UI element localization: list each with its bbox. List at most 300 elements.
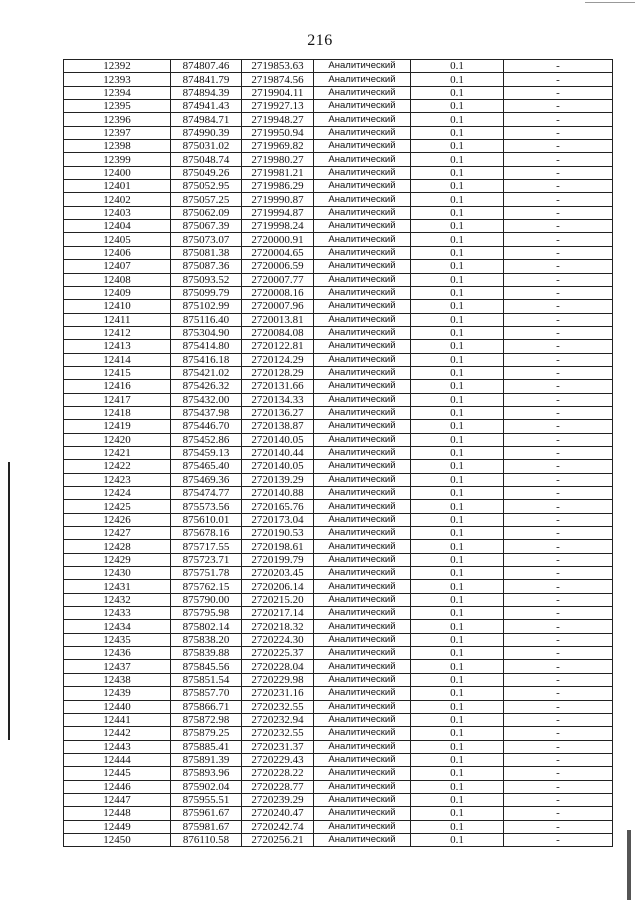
accuracy-cell: 0.1 [411, 633, 504, 646]
accuracy-cell: 0.1 [411, 180, 504, 193]
y-coordinate-cell: 2720140.88 [242, 487, 314, 500]
table-row [64, 633, 613, 646]
point-number-cell: 12444 [64, 753, 171, 766]
point-number-cell: 12446 [64, 780, 171, 793]
note-cell: - [504, 767, 613, 780]
method-cell: Аналитический [314, 460, 411, 473]
y-coordinate-cell: 2720138.87 [242, 420, 314, 433]
table-row [64, 380, 613, 393]
accuracy-cell: 0.1 [411, 620, 504, 633]
method-cell: Аналитический [314, 366, 411, 379]
method-cell: Аналитический [314, 246, 411, 259]
table-row [64, 446, 613, 459]
point-number-cell: 12412 [64, 326, 171, 339]
method-cell: Аналитический [314, 620, 411, 633]
x-coordinate-cell: 875446.70 [171, 420, 242, 433]
accuracy-cell: 0.1 [411, 60, 504, 73]
x-coordinate-cell: 875879.25 [171, 727, 242, 740]
method-cell: Аналитический [314, 740, 411, 753]
point-number-cell: 12423 [64, 473, 171, 486]
y-coordinate-cell: 2720240.47 [242, 807, 314, 820]
table-row [64, 406, 613, 419]
point-number-cell: 12439 [64, 687, 171, 700]
x-coordinate-cell: 875790.00 [171, 593, 242, 606]
accuracy-cell: 0.1 [411, 193, 504, 206]
accuracy-cell: 0.1 [411, 807, 504, 820]
x-coordinate-cell: 875304.90 [171, 326, 242, 339]
accuracy-cell: 0.1 [411, 366, 504, 379]
point-number-cell: 12449 [64, 820, 171, 833]
method-cell: Аналитический [314, 727, 411, 740]
accuracy-cell: 0.1 [411, 767, 504, 780]
table-row [64, 73, 613, 86]
accuracy-cell: 0.1 [411, 73, 504, 86]
note-cell: - [504, 580, 613, 593]
method-cell: Аналитический [314, 273, 411, 286]
note-cell: - [504, 126, 613, 139]
point-number-cell: 12395 [64, 100, 171, 113]
y-coordinate-cell: 2720006.59 [242, 260, 314, 273]
note-cell: - [504, 513, 613, 526]
point-number-cell: 12425 [64, 500, 171, 513]
point-number-cell: 12433 [64, 607, 171, 620]
coordinates-table [63, 59, 613, 847]
accuracy-cell: 0.1 [411, 753, 504, 766]
method-cell: Аналитический [314, 793, 411, 806]
y-coordinate-cell: 2720198.61 [242, 540, 314, 553]
point-number-cell: 12441 [64, 713, 171, 726]
note-cell: - [504, 660, 613, 673]
point-number-cell: 12392 [64, 60, 171, 73]
point-number-cell: 12445 [64, 767, 171, 780]
x-coordinate-cell: 875049.26 [171, 166, 242, 179]
method-cell: Аналитический [314, 660, 411, 673]
note-cell: - [504, 246, 613, 259]
table-row [64, 620, 613, 633]
accuracy-cell: 0.1 [411, 713, 504, 726]
table-row [64, 206, 613, 219]
y-coordinate-cell: 2720140.05 [242, 460, 314, 473]
y-coordinate-cell: 2720206.14 [242, 580, 314, 593]
table-row [64, 220, 613, 233]
point-number-cell: 12420 [64, 433, 171, 446]
x-coordinate-cell: 875838.20 [171, 633, 242, 646]
table-row [64, 273, 613, 286]
y-coordinate-cell: 2720004.65 [242, 246, 314, 259]
table-row [64, 767, 613, 780]
point-number-cell: 12411 [64, 313, 171, 326]
note-cell: - [504, 620, 613, 633]
x-coordinate-cell: 875678.16 [171, 527, 242, 540]
y-coordinate-cell: 2719980.27 [242, 153, 314, 166]
y-coordinate-cell: 2720139.29 [242, 473, 314, 486]
y-coordinate-cell: 2720165.76 [242, 500, 314, 513]
method-cell: Аналитический [314, 500, 411, 513]
table-row [64, 326, 613, 339]
x-coordinate-cell: 875087.36 [171, 260, 242, 273]
table-row [64, 166, 613, 179]
point-number-cell: 12436 [64, 647, 171, 660]
point-number-cell: 12418 [64, 406, 171, 419]
point-number-cell: 12417 [64, 393, 171, 406]
note-cell: - [504, 487, 613, 500]
scan-margin-bar [8, 462, 10, 740]
y-coordinate-cell: 2719998.24 [242, 220, 314, 233]
y-coordinate-cell: 2720140.05 [242, 433, 314, 446]
table-row [64, 60, 613, 73]
x-coordinate-cell: 875437.98 [171, 406, 242, 419]
point-number-cell: 12440 [64, 700, 171, 713]
method-cell: Аналитический [314, 553, 411, 566]
point-number-cell: 12426 [64, 513, 171, 526]
coordinates-table-container [63, 59, 612, 847]
note-cell: - [504, 473, 613, 486]
point-number-cell: 12400 [64, 166, 171, 179]
accuracy-cell: 0.1 [411, 113, 504, 126]
y-coordinate-cell: 2720256.21 [242, 833, 314, 846]
table-row [64, 286, 613, 299]
note-cell: - [504, 553, 613, 566]
x-coordinate-cell: 875116.40 [171, 313, 242, 326]
x-coordinate-cell: 875866.71 [171, 700, 242, 713]
x-coordinate-cell: 875723.71 [171, 553, 242, 566]
table-row [64, 487, 613, 500]
point-number-cell: 12421 [64, 446, 171, 459]
table-row [64, 126, 613, 139]
note-cell: - [504, 540, 613, 553]
accuracy-cell: 0.1 [411, 793, 504, 806]
x-coordinate-cell: 875762.15 [171, 580, 242, 593]
method-cell: Аналитический [314, 220, 411, 233]
accuracy-cell: 0.1 [411, 233, 504, 246]
point-number-cell: 12427 [64, 527, 171, 540]
note-cell: - [504, 807, 613, 820]
y-coordinate-cell: 2720225.37 [242, 647, 314, 660]
note-cell: - [504, 446, 613, 459]
method-cell: Аналитический [314, 233, 411, 246]
x-coordinate-cell: 875902.04 [171, 780, 242, 793]
method-cell: Аналитический [314, 380, 411, 393]
note-cell: - [504, 233, 613, 246]
x-coordinate-cell: 874941.43 [171, 100, 242, 113]
accuracy-cell: 0.1 [411, 660, 504, 673]
table-row [64, 353, 613, 366]
y-coordinate-cell: 2720124.29 [242, 353, 314, 366]
method-cell: Аналитический [314, 206, 411, 219]
table-row [64, 393, 613, 406]
note-cell: - [504, 687, 613, 700]
y-coordinate-cell: 2720228.77 [242, 780, 314, 793]
y-coordinate-cell: 2720217.14 [242, 607, 314, 620]
point-number-cell: 12428 [64, 540, 171, 553]
x-coordinate-cell: 875961.67 [171, 807, 242, 820]
method-cell: Аналитический [314, 513, 411, 526]
accuracy-cell: 0.1 [411, 100, 504, 113]
note-cell: - [504, 73, 613, 86]
y-coordinate-cell: 2720008.16 [242, 286, 314, 299]
method-cell: Аналитический [314, 580, 411, 593]
x-coordinate-cell: 875891.39 [171, 753, 242, 766]
point-number-cell: 12438 [64, 673, 171, 686]
x-coordinate-cell: 875955.51 [171, 793, 242, 806]
point-number-cell: 12394 [64, 86, 171, 99]
x-coordinate-cell: 875839.88 [171, 647, 242, 660]
point-number-cell: 12431 [64, 580, 171, 593]
point-number-cell: 12434 [64, 620, 171, 633]
method-cell: Аналитический [314, 180, 411, 193]
x-coordinate-cell: 875099.79 [171, 286, 242, 299]
method-cell: Аналитический [314, 113, 411, 126]
note-cell: - [504, 273, 613, 286]
y-coordinate-cell: 2719986.29 [242, 180, 314, 193]
point-number-cell: 12401 [64, 180, 171, 193]
table-row [64, 420, 613, 433]
table-row [64, 233, 613, 246]
y-coordinate-cell: 2720122.81 [242, 340, 314, 353]
note-cell: - [504, 713, 613, 726]
table-row [64, 140, 613, 153]
y-coordinate-cell: 2719990.87 [242, 193, 314, 206]
method-cell: Аналитический [314, 433, 411, 446]
note-cell: - [504, 206, 613, 219]
point-number-cell: 12424 [64, 487, 171, 500]
accuracy-cell: 0.1 [411, 647, 504, 660]
note-cell: - [504, 326, 613, 339]
x-coordinate-cell: 875093.52 [171, 273, 242, 286]
y-coordinate-cell: 2719927.13 [242, 100, 314, 113]
point-number-cell: 12414 [64, 353, 171, 366]
y-coordinate-cell: 2720231.16 [242, 687, 314, 700]
y-coordinate-cell: 2720007.96 [242, 300, 314, 313]
point-number-cell: 12409 [64, 286, 171, 299]
accuracy-cell: 0.1 [411, 206, 504, 219]
y-coordinate-cell: 2720203.45 [242, 567, 314, 580]
y-coordinate-cell: 2720000.91 [242, 233, 314, 246]
x-coordinate-cell: 875073.07 [171, 233, 242, 246]
note-cell: - [504, 380, 613, 393]
table-row [64, 567, 613, 580]
note-cell: - [504, 420, 613, 433]
point-number-cell: 12406 [64, 246, 171, 259]
point-number-cell: 12442 [64, 727, 171, 740]
point-number-cell: 12450 [64, 833, 171, 846]
x-coordinate-cell: 875465.40 [171, 460, 242, 473]
y-coordinate-cell: 2720007.77 [242, 273, 314, 286]
y-coordinate-cell: 2720173.04 [242, 513, 314, 526]
accuracy-cell: 0.1 [411, 420, 504, 433]
accuracy-cell: 0.1 [411, 380, 504, 393]
x-coordinate-cell: 875893.96 [171, 767, 242, 780]
note-cell: - [504, 780, 613, 793]
point-number-cell: 12448 [64, 807, 171, 820]
table-row [64, 740, 613, 753]
y-coordinate-cell: 2719948.27 [242, 113, 314, 126]
note-cell: - [504, 460, 613, 473]
table-row [64, 780, 613, 793]
accuracy-cell: 0.1 [411, 473, 504, 486]
note-cell: - [504, 286, 613, 299]
point-number-cell: 12443 [64, 740, 171, 753]
x-coordinate-cell: 874894.39 [171, 86, 242, 99]
accuracy-cell: 0.1 [411, 300, 504, 313]
point-number-cell: 12429 [64, 553, 171, 566]
method-cell: Аналитический [314, 353, 411, 366]
y-coordinate-cell: 2720084.08 [242, 326, 314, 339]
table-row [64, 527, 613, 540]
note-cell: - [504, 260, 613, 273]
scan-artifact-top [585, 2, 635, 3]
accuracy-cell: 0.1 [411, 273, 504, 286]
note-cell: - [504, 100, 613, 113]
accuracy-cell: 0.1 [411, 687, 504, 700]
note-cell: - [504, 433, 613, 446]
table-row [64, 687, 613, 700]
method-cell: Аналитический [314, 286, 411, 299]
note-cell: - [504, 393, 613, 406]
accuracy-cell: 0.1 [411, 700, 504, 713]
x-coordinate-cell: 875062.09 [171, 206, 242, 219]
note-cell: - [504, 86, 613, 99]
x-coordinate-cell: 874984.71 [171, 113, 242, 126]
note-cell: - [504, 166, 613, 179]
point-number-cell: 12404 [64, 220, 171, 233]
x-coordinate-cell: 875067.39 [171, 220, 242, 233]
point-number-cell: 12410 [64, 300, 171, 313]
x-coordinate-cell: 875885.41 [171, 740, 242, 753]
accuracy-cell: 0.1 [411, 313, 504, 326]
accuracy-cell: 0.1 [411, 153, 504, 166]
note-cell: - [504, 820, 613, 833]
accuracy-cell: 0.1 [411, 820, 504, 833]
point-number-cell: 12437 [64, 660, 171, 673]
accuracy-cell: 0.1 [411, 433, 504, 446]
y-coordinate-cell: 2720013.81 [242, 313, 314, 326]
accuracy-cell: 0.1 [411, 780, 504, 793]
y-coordinate-cell: 2720215.20 [242, 593, 314, 606]
note-cell: - [504, 633, 613, 646]
method-cell: Аналитический [314, 126, 411, 139]
note-cell: - [504, 793, 613, 806]
point-number-cell: 12405 [64, 233, 171, 246]
y-coordinate-cell: 2719969.82 [242, 140, 314, 153]
method-cell: Аналитический [314, 60, 411, 73]
x-coordinate-cell: 875610.01 [171, 513, 242, 526]
x-coordinate-cell: 876110.58 [171, 833, 242, 846]
table-row [64, 246, 613, 259]
accuracy-cell: 0.1 [411, 393, 504, 406]
method-cell: Аналитический [314, 820, 411, 833]
table-row [64, 113, 613, 126]
scan-edge-mark [627, 830, 631, 900]
note-cell: - [504, 753, 613, 766]
y-coordinate-cell: 2719874.56 [242, 73, 314, 86]
method-cell: Аналитический [314, 687, 411, 700]
x-coordinate-cell: 875474.77 [171, 487, 242, 500]
y-coordinate-cell: 2720218.32 [242, 620, 314, 633]
accuracy-cell: 0.1 [411, 166, 504, 179]
note-cell: - [504, 727, 613, 740]
table-row [64, 340, 613, 353]
x-coordinate-cell: 875081.38 [171, 246, 242, 259]
accuracy-cell: 0.1 [411, 340, 504, 353]
note-cell: - [504, 180, 613, 193]
y-coordinate-cell: 2719994.87 [242, 206, 314, 219]
table-row [64, 647, 613, 660]
y-coordinate-cell: 2719981.21 [242, 166, 314, 179]
point-number-cell: 12415 [64, 366, 171, 379]
method-cell: Аналитический [314, 260, 411, 273]
table-row [64, 793, 613, 806]
note-cell: - [504, 567, 613, 580]
table-row [64, 500, 613, 513]
note-cell: - [504, 527, 613, 540]
y-coordinate-cell: 2720136.27 [242, 406, 314, 419]
accuracy-cell: 0.1 [411, 286, 504, 299]
y-coordinate-cell: 2720232.55 [242, 727, 314, 740]
table-row [64, 300, 613, 313]
table-row [64, 607, 613, 620]
accuracy-cell: 0.1 [411, 540, 504, 553]
y-coordinate-cell: 2720242.74 [242, 820, 314, 833]
table-row [64, 700, 613, 713]
accuracy-cell: 0.1 [411, 140, 504, 153]
x-coordinate-cell: 874990.39 [171, 126, 242, 139]
method-cell: Аналитический [314, 673, 411, 686]
note-cell: - [504, 300, 613, 313]
accuracy-cell: 0.1 [411, 220, 504, 233]
note-cell: - [504, 220, 613, 233]
note-cell: - [504, 500, 613, 513]
table-row [64, 86, 613, 99]
method-cell: Аналитический [314, 633, 411, 646]
x-coordinate-cell: 874841.79 [171, 73, 242, 86]
y-coordinate-cell: 2720229.43 [242, 753, 314, 766]
y-coordinate-cell: 2720128.29 [242, 366, 314, 379]
accuracy-cell: 0.1 [411, 126, 504, 139]
method-cell: Аналитический [314, 540, 411, 553]
note-cell: - [504, 353, 613, 366]
accuracy-cell: 0.1 [411, 513, 504, 526]
accuracy-cell: 0.1 [411, 740, 504, 753]
table-row [64, 727, 613, 740]
x-coordinate-cell: 875416.18 [171, 353, 242, 366]
x-coordinate-cell: 875851.54 [171, 673, 242, 686]
point-number-cell: 12408 [64, 273, 171, 286]
x-coordinate-cell: 875057.25 [171, 193, 242, 206]
point-number-cell: 12416 [64, 380, 171, 393]
method-cell: Аналитический [314, 326, 411, 339]
method-cell: Аналитический [314, 593, 411, 606]
x-coordinate-cell: 875052.95 [171, 180, 242, 193]
point-number-cell: 12447 [64, 793, 171, 806]
accuracy-cell: 0.1 [411, 460, 504, 473]
y-coordinate-cell: 2720231.37 [242, 740, 314, 753]
point-number-cell: 12402 [64, 193, 171, 206]
accuracy-cell: 0.1 [411, 353, 504, 366]
note-cell: - [504, 593, 613, 606]
x-coordinate-cell: 875981.67 [171, 820, 242, 833]
table-row [64, 593, 613, 606]
method-cell: Аналитический [314, 527, 411, 540]
method-cell: Аналитический [314, 833, 411, 846]
table-row [64, 660, 613, 673]
method-cell: Аналитический [314, 420, 411, 433]
x-coordinate-cell: 875031.02 [171, 140, 242, 153]
accuracy-cell: 0.1 [411, 567, 504, 580]
point-number-cell: 12399 [64, 153, 171, 166]
accuracy-cell: 0.1 [411, 260, 504, 273]
note-cell: - [504, 740, 613, 753]
